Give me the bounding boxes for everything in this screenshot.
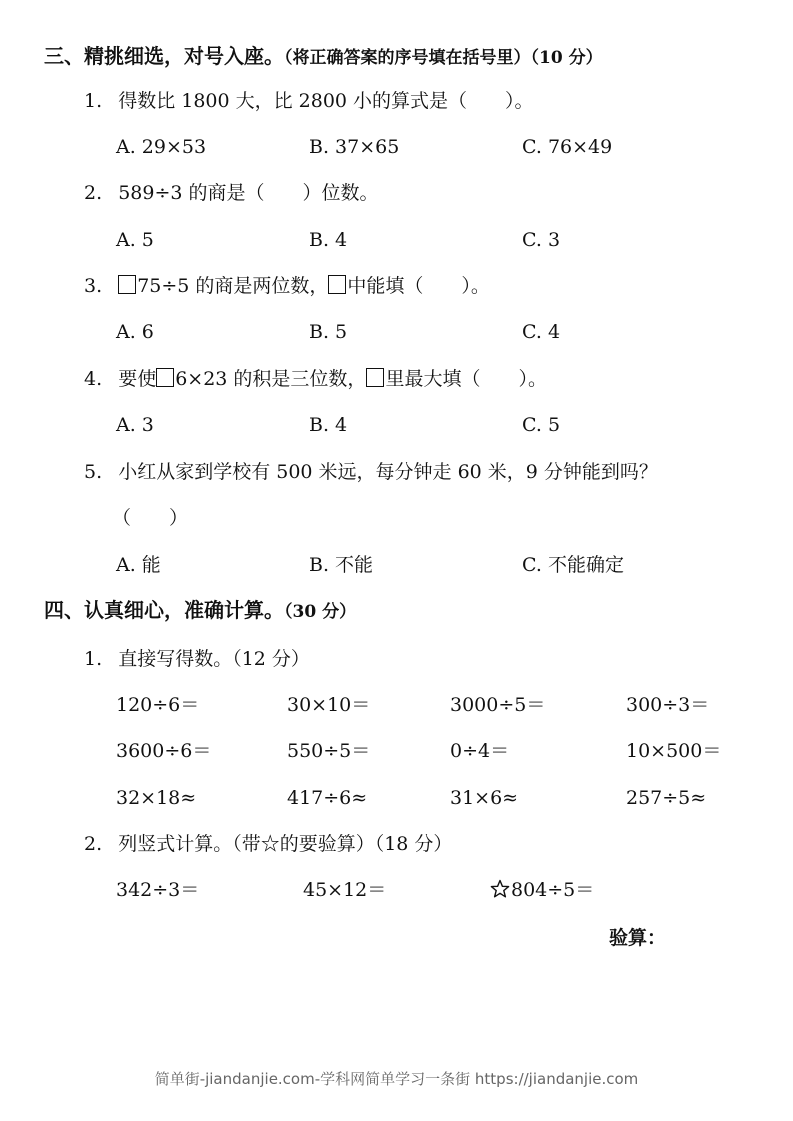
part-1-heading	[84, 645, 310, 673]
vertical-calc-item: 342÷3＝	[116, 879, 200, 901]
question-4-number: 4.	[84, 368, 103, 390]
question-4	[84, 365, 547, 393]
section4-title-text: 四、认真细心，准确计算。	[44, 598, 284, 622]
check-label: 验算：	[609, 927, 667, 949]
vertical-calc-item-starred	[490, 876, 594, 904]
question-1	[84, 87, 534, 115]
question-1-number: 1.	[84, 90, 103, 112]
question-2-option-a: A. 5	[116, 229, 154, 251]
vertical-calc-item: 45×12＝	[303, 879, 387, 901]
question-1-option-c: C. 76×49	[522, 136, 613, 158]
calc-item: 417÷6≈	[287, 787, 368, 809]
vertical-calc-item-text: 804÷5＝	[511, 879, 595, 901]
blank-box-icon	[156, 368, 174, 387]
question-1-option-b: B. 37×65	[309, 136, 400, 158]
section3-title	[44, 42, 603, 72]
page-footer: 简单街-jiandanjie.com-学科网简单学习一条街 https://jiandanjie.com	[154, 1070, 639, 1088]
question-2-text: 589÷3 的商是（ ）位数。	[118, 182, 379, 204]
calc-item: 300÷3＝	[626, 694, 710, 716]
part-1-number: 1.	[84, 648, 103, 670]
question-3-text-b: 中能填（ ）。	[347, 275, 490, 297]
calc-item: 120÷6＝	[116, 694, 200, 716]
calc-item: 31×6≈	[450, 787, 519, 809]
calc-item: 550÷5＝	[287, 740, 371, 762]
section3-title-note: （将正确答案的序号填在括号里）（10 分）	[284, 48, 603, 68]
blank-box-icon	[366, 368, 384, 387]
question-4-text-c: 里最大填（ ）。	[385, 368, 547, 390]
question-4-text-a: 要使	[118, 368, 157, 390]
calc-item: 3600÷6＝	[116, 740, 212, 762]
question-2-number: 2.	[84, 182, 103, 204]
question-1-option-a: A. 29×53	[116, 136, 207, 158]
question-5-answer-blank: （ ）	[112, 507, 189, 529]
question-3-option-a: A. 6	[116, 321, 154, 343]
part-2-number: 2.	[84, 833, 103, 855]
question-5-option-b: B. 不能	[309, 554, 374, 576]
question-4-option-c: C. 5	[522, 414, 561, 436]
question-3-option-c: C. 4	[522, 321, 561, 343]
calc-item: 0÷4＝	[450, 740, 510, 762]
part-2-text: 列竖式计算。（带☆的要验算）（18 分）	[118, 833, 453, 855]
question-5-option-c: C. 不能确定	[522, 554, 624, 576]
calc-item: 32×18≈	[116, 787, 197, 809]
calc-item: 3000÷5＝	[450, 694, 546, 716]
part-1-text: 直接写得数。（12 分）	[118, 648, 310, 670]
question-3-text-a: 75÷5 的商是两位数，	[137, 275, 329, 297]
calc-item: 30×10＝	[287, 694, 371, 716]
section4-title-note: （30 分）	[284, 602, 357, 622]
question-5-option-a: A. 能	[116, 554, 161, 576]
calc-item: 10×500＝	[626, 740, 722, 762]
question-3-option-b: B. 5	[309, 321, 348, 343]
question-5-number: 5.	[84, 461, 103, 483]
question-2-option-b: B. 4	[309, 229, 348, 251]
question-2-option-c: C. 3	[522, 229, 561, 251]
question-2	[84, 179, 379, 207]
section4-title	[44, 596, 356, 626]
question-4-text-b: 6×23 的积是三位数，	[175, 368, 367, 390]
question-5-text: 小红从家到学校有 500 米远，每分钟走 60 米，9 分钟能到吗？	[118, 461, 658, 483]
question-4-option-a: A. 3	[116, 414, 154, 436]
calc-item: 257÷5≈	[626, 787, 707, 809]
blank-box-icon	[118, 275, 136, 294]
question-3	[84, 272, 490, 300]
question-5	[84, 458, 658, 486]
question-1-text: 得数比 1800 大，比 2800 小的算式是（ ）。	[118, 90, 534, 112]
star-icon	[490, 879, 510, 899]
section3-title-text: 三、精挑细选，对号入座。	[44, 44, 284, 68]
question-4-option-b: B. 4	[309, 414, 348, 436]
question-3-number: 3.	[84, 275, 103, 297]
blank-box-icon	[328, 275, 346, 294]
part-2-heading	[84, 830, 452, 858]
